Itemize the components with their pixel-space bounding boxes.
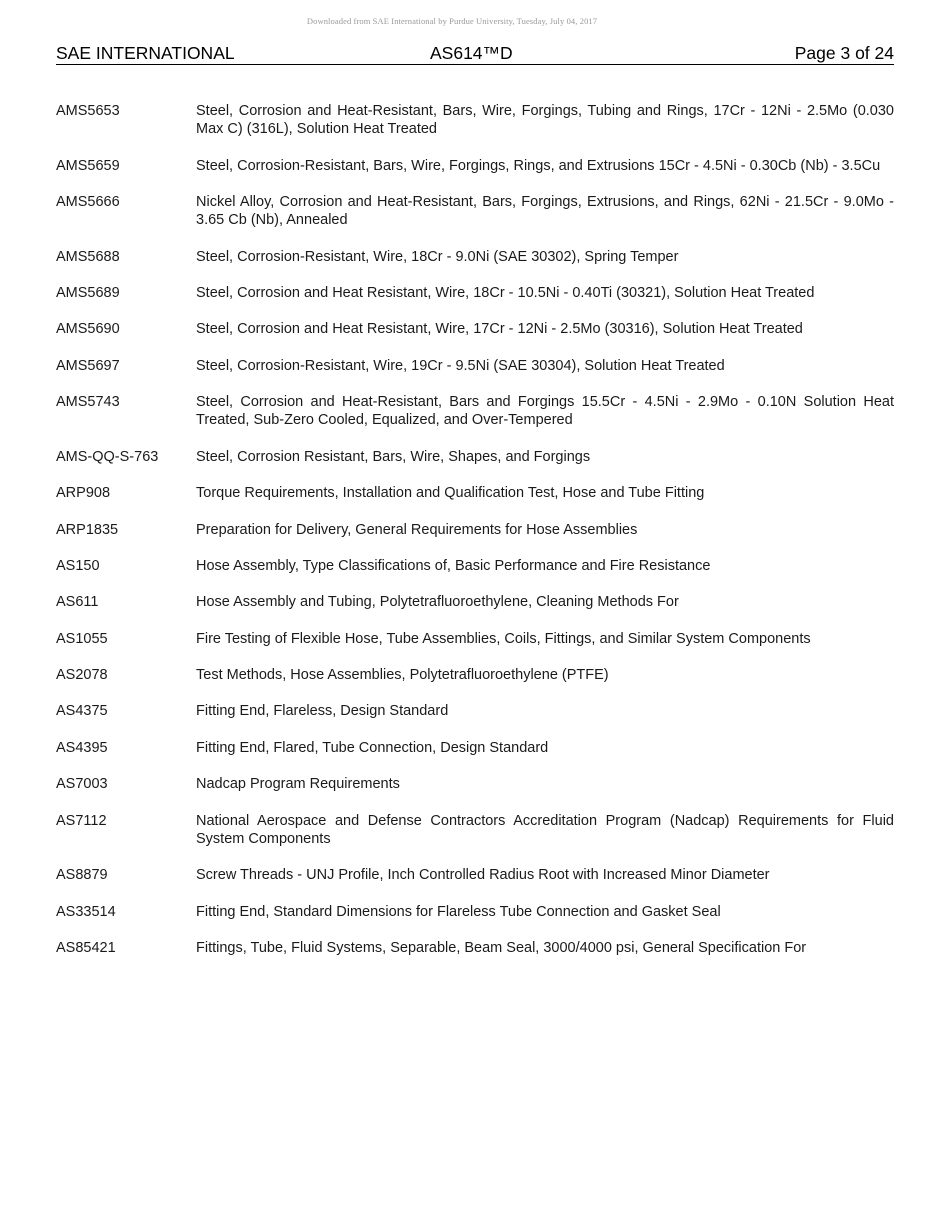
reference-entry <box>56 248 894 266</box>
reference-entry <box>56 812 894 848</box>
reference-title: Fitting End, Flared, Tube Connection, Design Standard <box>196 739 549 756</box>
reference-title: Fittings, Tube, Fluid Systems, Separable, Beam Seal, 3000/4000 psi, General Specification For <box>196 940 807 957</box>
reference-title: National Aerospace and Defense Contractors Accreditation Program (Nadcap) Requirements for Fluid System Components <box>196 812 894 847</box>
reference-title: Steel, Corrosion and Heat-Resistant, Bars and Forgings 15.5Cr - 4.5Ni - 2.9Mo - 0.10N Solution Heat Treated, Sub-Zero Cooled, Equalized, and Over-Tempered <box>196 394 894 429</box>
reference-title: Torque Requirements, Installation and Qualification Test, Hose and Tube Fitting <box>196 485 705 502</box>
reference-code: AS150 <box>56 557 100 574</box>
reference-title: Steel, Corrosion Resistant, Bars, Wire, Shapes, and Forgings <box>196 448 591 465</box>
reference-entry <box>56 775 894 793</box>
reference-code: AMS5653 <box>56 103 120 119</box>
reference-title: Fitting End, Standard Dimensions for Flareless Tube Connection and Gasket Seal <box>196 903 721 920</box>
reference-title: Steel, Corrosion-Resistant, Wire, 19Cr - 9.5Ni (SAE 30304), Solution Heat Treated <box>196 357 725 374</box>
reference-code: AS33514 <box>56 903 116 920</box>
reference-entry <box>56 557 894 575</box>
reference-code: ARP908 <box>56 485 111 502</box>
reference-list <box>56 102 894 975</box>
reference-title: Test Methods, Hose Assemblies, Polytetrafluoroethylene (PTFE) <box>196 667 609 684</box>
reference-code: AMS5690 <box>56 321 120 338</box>
reference-entry <box>56 903 894 921</box>
reference-title: Fitting End, Flareless, Design Standard <box>196 703 449 720</box>
reference-title: Steel, Corrosion and Heat Resistant, Wire, 17Cr - 12Ni - 2.5Mo (30316), Solution Heat Treated <box>196 321 803 338</box>
header-organization: SAE INTERNATIONAL <box>56 43 235 63</box>
reference-entry <box>56 448 894 466</box>
reference-title: Nadcap Program Requirements <box>196 776 400 793</box>
reference-code: AS7003 <box>56 776 108 793</box>
reference-title: Hose Assembly, Type Classifications of, Basic Performance and Fire Resistance <box>196 557 711 574</box>
reference-entry <box>56 866 894 884</box>
reference-code: AMS-QQ-S-763 <box>56 448 159 465</box>
reference-entry <box>56 739 894 757</box>
reference-code: AMS5666 <box>56 193 120 210</box>
download-watermark: Downloaded from SAE International by Purdue University, Tuesday, July 04, 2017 <box>306 16 598 26</box>
reference-code: AS611 <box>56 594 99 611</box>
reference-entry <box>56 593 894 611</box>
reference-entry <box>56 357 894 375</box>
reference-code: AS4375 <box>56 703 108 720</box>
reference-entry <box>56 702 894 720</box>
reference-entry <box>56 284 894 302</box>
reference-title: Steel, Corrosion and Heat-Resistant, Bars, Wire, Forgings, Tubing and Rings, 17Cr - 12Ni - 2.5Mo (0.030 Max C) (316L), Solution Heat Treated <box>196 103 894 138</box>
header-page-number: Page 3 of 24 <box>794 43 894 63</box>
reference-code: AMS5743 <box>56 394 120 411</box>
reference-entry <box>56 939 894 957</box>
reference-entry <box>56 630 894 648</box>
reference-title: Steel, Corrosion-Resistant, Bars, Wire, Forgings, Rings, and Extrusions 15Cr - 4.5Ni - 0.30Cb (Nb) - 3.5Cu <box>196 157 881 174</box>
reference-title: Hose Assembly and Tubing, Polytetrafluoroethylene, Cleaning Methods For <box>196 594 679 611</box>
reference-entry <box>56 484 894 502</box>
reference-code: AMS5659 <box>56 157 120 174</box>
reference-title: Fire Testing of Flexible Hose, Tube Assemblies, Coils, Fittings, and Similar System Components <box>196 630 811 647</box>
reference-code: AS1055 <box>56 630 108 647</box>
reference-code: ARP1835 <box>56 521 119 538</box>
reference-title: Steel, Corrosion-Resistant, Wire, 18Cr - 9.0Ni (SAE 30302), Spring Temper <box>196 248 679 265</box>
reference-code: AS8879 <box>56 867 108 884</box>
reference-code: AS7112 <box>56 812 107 829</box>
reference-code: AS85421 <box>56 940 116 957</box>
reference-entry <box>56 102 894 138</box>
reference-entry <box>56 193 894 229</box>
reference-entry <box>56 320 894 338</box>
reference-title: Nickel Alloy, Corrosion and Heat-Resistant, Bars, Forgings, Extrusions, and Rings, 62Ni - 21.5Cr - 9.0Mo - 3.65 Cb (Nb), Annealed <box>196 193 894 229</box>
reference-code: AS4395 <box>56 739 108 756</box>
reference-entry <box>56 666 894 684</box>
reference-entry <box>56 521 894 539</box>
page-header <box>56 44 894 65</box>
reference-title: Screw Threads - UNJ Profile, Inch Controlled Radius Root with Increased Minor Diameter <box>196 867 770 884</box>
reference-title: Preparation for Delivery, General Requirements for Hose Assemblies <box>196 521 638 538</box>
reference-entry <box>56 157 894 175</box>
reference-entry <box>56 393 894 429</box>
header-document-number: AS614™D <box>430 43 513 63</box>
reference-title: Steel, Corrosion and Heat Resistant, Wire, 18Cr - 10.5Ni - 0.40Ti (30321), Solution Heat Treated <box>196 284 815 301</box>
reference-code: AMS5697 <box>56 357 120 374</box>
reference-code: AS2078 <box>56 667 108 684</box>
reference-code: AMS5689 <box>56 284 120 301</box>
reference-code: AMS5688 <box>56 248 120 265</box>
